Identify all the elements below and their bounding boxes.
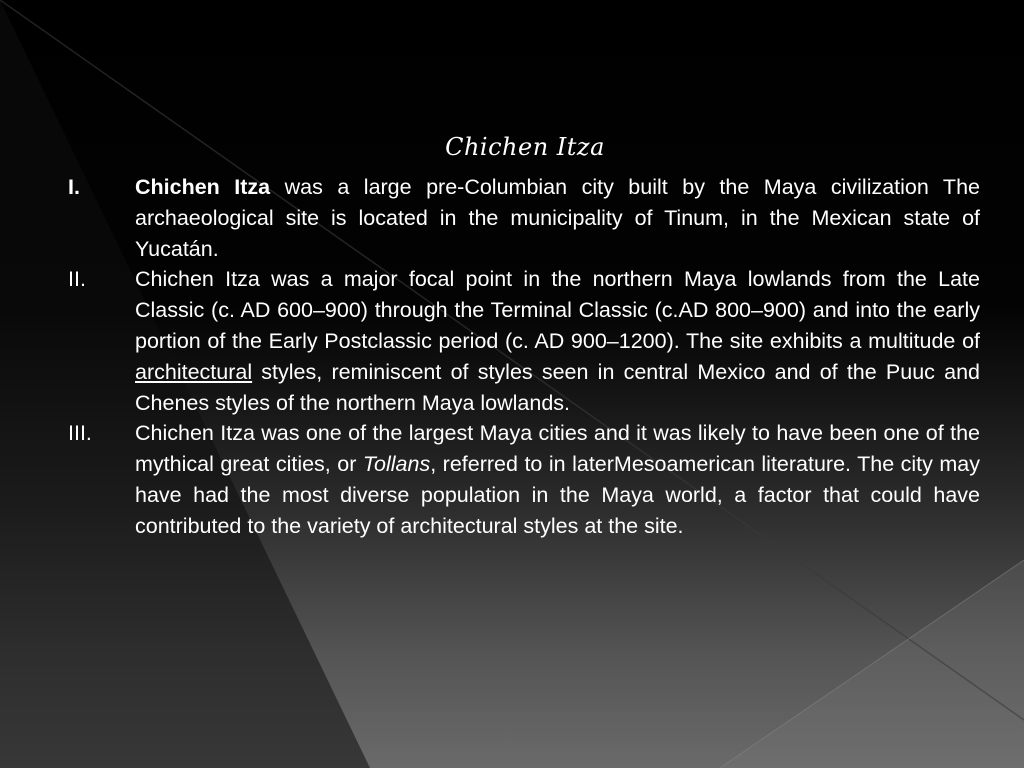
item-text: was a large pre-Columbian city built by the Maya civilization The archaeological site is located in the municipality of Tinum, in the Mexican state of Yucatán. bbox=[135, 175, 980, 261]
list-numeral: I. bbox=[68, 175, 80, 199]
item-text: styles, reminiscent of styles seen in central Mexico and of the Puuc and Chenes styles of the northern Maya lowlands. bbox=[135, 359, 980, 415]
term-bold: Chichen Itza bbox=[135, 175, 271, 199]
bullet-list bbox=[68, 172, 980, 542]
list-item bbox=[68, 418, 980, 541]
item-text: Chichen Itza was one of the largest Maya cities and it was likely to have been one of the mythical great cities, or bbox=[135, 421, 980, 477]
item-text: , referred to in laterMesoamerican literature. The city may have had the most diverse population in the Maya world, a factor that could have contributed to the variety of architectural styles at the site. bbox=[135, 452, 980, 538]
architectural-link[interactable]: architectural bbox=[135, 359, 253, 384]
list-item bbox=[68, 264, 980, 418]
term-italic: Tollans bbox=[362, 452, 431, 477]
list-numeral: III. bbox=[68, 421, 92, 446]
list-numeral: II. bbox=[68, 267, 86, 292]
item-text: Chichen Itza was a major focal point in the northern Maya lowlands from the Late Classic (c. AD 600–900) through the Terminal Classic (c.AD 800–900) and into the early portion of the Early Postclassic period (c. AD 900–1200). The site exhibits a multitude of bbox=[135, 267, 980, 353]
list-item bbox=[68, 172, 980, 264]
slide-title: Chichen Itza bbox=[445, 133, 605, 161]
